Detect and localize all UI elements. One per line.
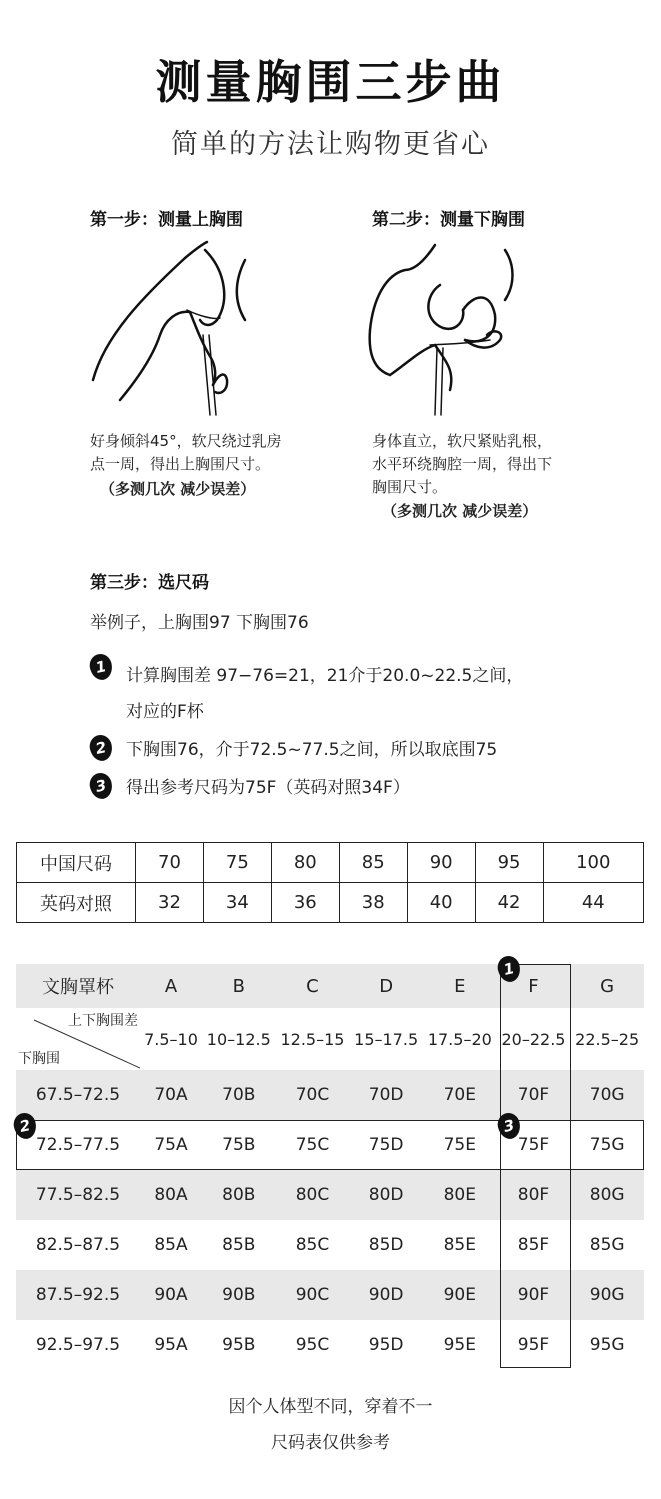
band-75-highlight (16, 1120, 644, 1170)
size-conversion-table (16, 842, 644, 923)
china-size-cell: 85 (339, 843, 407, 883)
china-size-cell: 70 (136, 843, 204, 883)
range-cell: 10–12.5 (206, 1029, 271, 1049)
band-range: 72.5–77.5 (35, 1135, 121, 1155)
step2-title: 第二步：测量下胸围 (372, 210, 525, 230)
range-cell: 20–22.5 (501, 1029, 566, 1049)
band-badge (14, 1113, 36, 1139)
uk-size-label: 英码对照 (17, 883, 136, 923)
footer-line1: 因个人体型不同，穿着不一 (228, 1397, 433, 1417)
size-cell: 75A (154, 1135, 188, 1155)
diag-bottom-label: 下胸围 (18, 1051, 60, 1067)
step-number-2-icon: 2 (88, 733, 115, 763)
uk-size-cell: 38 (339, 883, 407, 923)
size-cell: 70B (202, 1070, 276, 1120)
china-size-label: 中国尺码 (17, 843, 136, 883)
range-cell: 7.5–10 (144, 1029, 198, 1049)
size-cell: 85G (589, 1235, 625, 1255)
cup-letter: E (423, 964, 497, 1008)
uk-size-cell: 34 (203, 883, 271, 923)
step-number-2-icon: 2 (12, 1111, 39, 1141)
band-range: 82.5–87.5 (35, 1235, 121, 1255)
uk-size-cell: 42 (475, 883, 543, 923)
size-cell: 80A (140, 1170, 202, 1220)
cup-letter: G (570, 964, 644, 1008)
size-cell: 90B (202, 1270, 276, 1320)
uk-size-cell: 40 (407, 883, 475, 923)
step3-example: 举例子，上胸围97 下胸围76 (90, 613, 309, 633)
step2-desc-line1: 身体直立，软尺紧贴乳根， (372, 432, 553, 450)
size-cell: 90C (276, 1270, 350, 1320)
size-cell: 85F (517, 1235, 550, 1255)
range-cell: 15–17.5 (354, 1029, 419, 1049)
band-range: 92.5–97.5 (35, 1335, 121, 1355)
cup-letter: F (497, 964, 571, 1008)
step1-note: （多测几次 减少误差） (100, 480, 256, 498)
size-cell: 90F (497, 1270, 571, 1320)
result-badge (498, 1113, 520, 1139)
step3-item3 (90, 773, 112, 799)
china-size-cell: 90 (407, 843, 475, 883)
step3-item1-line1: 计算胸围差 97−76=21，21介于20.0~22.5之间， (126, 666, 524, 686)
size-cell: 85A (154, 1235, 188, 1255)
size-cell: 95A (154, 1335, 188, 1355)
uk-size-cell: 36 (271, 883, 339, 923)
size-cell: 70G (570, 1070, 644, 1120)
size-cell: 90G (570, 1270, 644, 1320)
step-number-1-icon: 1 (496, 954, 523, 984)
diag-top-label: 上下胸围差 (68, 1013, 138, 1029)
size-cell: 80G (570, 1170, 644, 1220)
size-cell: 70E (423, 1070, 497, 1120)
size-cell: 95C (295, 1335, 330, 1355)
cup-letter: B (202, 964, 276, 1008)
range-cell: 12.5–15 (280, 1029, 345, 1049)
step1-illustration (85, 240, 305, 425)
band-range: 77.5–82.5 (16, 1170, 140, 1220)
size-cell: 80E (423, 1170, 497, 1220)
size-cell: 80D (349, 1170, 423, 1220)
step3-item2-text: 下胸围76，介于72.5~77.5之间，所以取底围75 (126, 740, 498, 760)
step1-desc-line2: 点一周，得出上胸围尺寸。 (90, 455, 271, 473)
size-cell: 80B (202, 1170, 276, 1220)
step1-title: 第一步：测量上胸围 (90, 210, 243, 230)
step3-item2 (90, 735, 112, 761)
cup-badge (498, 956, 520, 982)
china-size-cell: 75 (203, 843, 271, 883)
size-cell: 95B (222, 1335, 256, 1355)
size-cell: 70D (349, 1070, 423, 1120)
size-cell: 75D (368, 1135, 404, 1155)
step-number-1-icon: 1 (88, 652, 115, 682)
size-cell: 85C (295, 1235, 330, 1255)
step1-desc-line1: 好身倾斜45°，软尺绕过乳房 (90, 432, 282, 450)
size-cell: 95E (443, 1335, 476, 1355)
size-cell: 85D (368, 1235, 404, 1255)
range-cell: 22.5–25 (575, 1029, 640, 1049)
china-size-cell: 80 (271, 843, 339, 883)
uk-size-cell: 44 (543, 883, 643, 923)
size-cell: 85B (222, 1235, 256, 1255)
range-cell: 17.5–20 (427, 1029, 492, 1049)
size-cell: 70F (497, 1070, 571, 1120)
size-cell: 80F (497, 1170, 571, 1220)
step3-item3-text: 得出参考尺码为75F（英码对照34F） (126, 778, 410, 798)
size-cell: 95F (517, 1335, 550, 1355)
band-range: 87.5–92.5 (16, 1270, 140, 1320)
size-cell: 75F (517, 1135, 550, 1155)
size-cell: 90A (140, 1270, 202, 1320)
step2-desc-line3: 胸围尺寸。 (372, 478, 448, 496)
size-cell: 75C (295, 1135, 330, 1155)
size-cell: 70A (140, 1070, 202, 1120)
size-cell: 80C (276, 1170, 350, 1220)
cup-letter: C (276, 964, 350, 1008)
step3-item1-line2: 对应的F杯 (126, 702, 204, 722)
size-cell: 85E (443, 1235, 476, 1255)
uk-size-row (17, 883, 644, 923)
step2-description (372, 430, 552, 499)
step1-description (90, 430, 282, 476)
size-cell: 70C (276, 1070, 350, 1120)
page-subtitle: 简单的方法让购物更省心 (171, 129, 490, 160)
step2-note: （多测几次 减少误差） (382, 502, 538, 520)
step2-illustration (365, 240, 565, 425)
size-cell: 90E (423, 1270, 497, 1320)
step-number-3-icon: 3 (88, 771, 115, 801)
china-size-cell: 100 (543, 843, 643, 883)
china-size-cell: 95 (475, 843, 543, 883)
cup-header-label: 文胸罩杯 (16, 964, 140, 1008)
size-cell: 90D (349, 1270, 423, 1320)
step3-item1 (90, 654, 112, 680)
uk-size-cell: 32 (136, 883, 204, 923)
step2-desc-line2: 水平环绕胸腔一周，得出下 (372, 455, 553, 473)
size-cell: 95D (368, 1335, 404, 1355)
step3-title: 第三步：选尺码 (90, 573, 209, 593)
cup-letter: D (349, 964, 423, 1008)
step-number-3-icon: 3 (496, 1111, 523, 1141)
diagonal-header-cell (16, 1008, 140, 1070)
band-range: 67.5–72.5 (16, 1070, 140, 1120)
cup-letter: A (140, 964, 202, 1008)
size-cell: 95G (589, 1335, 625, 1355)
size-cell: 75G (589, 1135, 625, 1155)
china-size-row (17, 843, 644, 883)
footer-line2: 尺码表仅供参考 (271, 1433, 390, 1453)
page-title: 测量胸围三步曲 (155, 55, 506, 109)
size-cell: 75E (443, 1135, 476, 1155)
size-cell: 75B (222, 1135, 256, 1155)
